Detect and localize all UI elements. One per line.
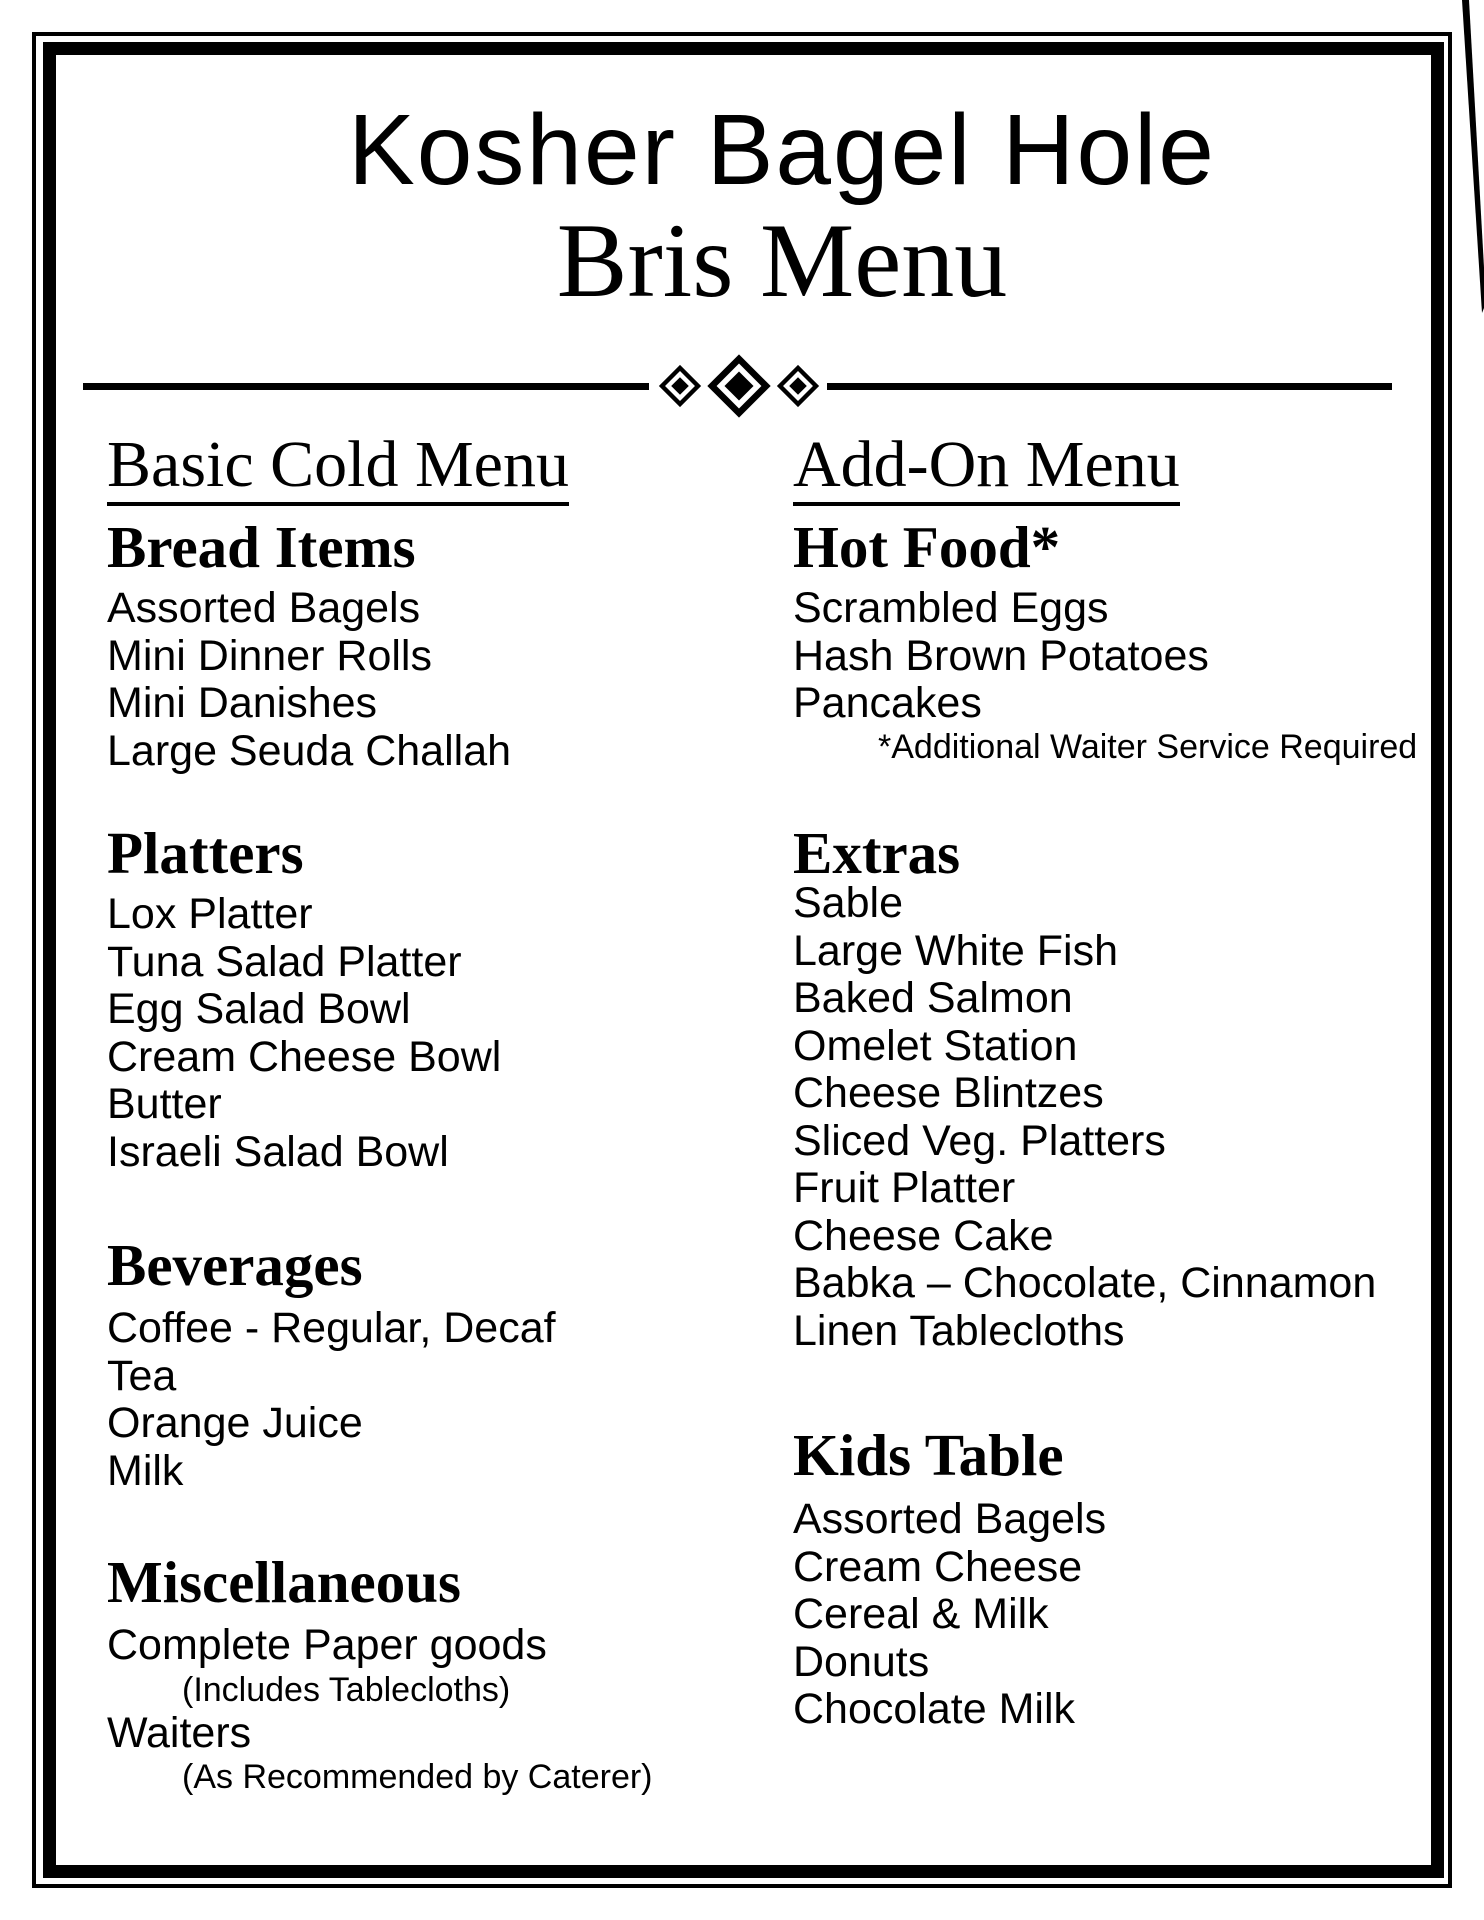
menu-item: Assorted Bagels	[107, 584, 421, 632]
column-heading-add-on-menu: Add-On Menu	[793, 432, 1180, 506]
section-title-extras: Extras	[793, 820, 961, 886]
menu-item: Mini Dinner Rolls	[107, 631, 432, 680]
menu-item: Scrambled Eggs	[793, 584, 1109, 632]
section-title-beverages: Beverages	[107, 1232, 363, 1298]
ornament-divider	[83, 348, 1392, 424]
beverages-list	[107, 1305, 556, 1495]
menu-item: Linen Tablecloths	[793, 1306, 1125, 1355]
menu-item: Assorted Bagels	[793, 1495, 1107, 1543]
bread-items-list	[107, 585, 511, 775]
diamond-ornament-icon	[706, 353, 772, 419]
menu-item: Coffee - Regular, Decaf	[107, 1304, 556, 1352]
menu-item: Waiters	[107, 1708, 252, 1757]
divider-rule-left	[83, 383, 649, 390]
menu-item: Large Seuda Challah	[107, 726, 512, 775]
section-title-hot-food: Hot Food*	[793, 514, 1061, 580]
menu-item: Tuna Salad Platter	[107, 937, 462, 986]
diamond-ornament-icon	[658, 364, 702, 408]
menu-item: Sable	[793, 879, 903, 927]
menu-item: Butter	[107, 1080, 222, 1128]
menu-item: Cream Cheese Bowl	[107, 1032, 502, 1081]
menu-item: Tea	[107, 1351, 177, 1400]
menu-item: Pancakes	[793, 679, 982, 727]
section-title-kids-table: Kids Table	[793, 1422, 1064, 1488]
menu-item: Sliced Veg. Platters	[793, 1116, 1166, 1165]
menu-item: Orange Juice	[107, 1399, 363, 1447]
menu-item: Donuts	[793, 1637, 930, 1686]
divider-rule-right	[827, 383, 1393, 390]
hot-food-list	[793, 585, 1209, 728]
extras-list	[793, 880, 1376, 1355]
menu-item: Milk	[107, 1446, 184, 1495]
menu-item: Lox Platter	[107, 890, 313, 938]
menu-item: Egg Salad Bowl	[107, 985, 411, 1033]
page-title: Kosher Bagel Hole	[348, 94, 1216, 206]
menu-item: Large White Fish	[793, 926, 1119, 975]
menu-item: Cheese Blintzes	[793, 1069, 1104, 1117]
column-heading-basic-cold-menu: Basic Cold Menu	[107, 432, 569, 506]
page-subtitle: Bris Menu	[556, 202, 1008, 319]
menu-item-note: (As Recommended by Caterer)	[182, 1758, 653, 1796]
menu-item: Babka – Chocolate, Cinnamon	[793, 1259, 1377, 1307]
menu-item: Complete Paper goods	[107, 1621, 547, 1669]
menu-item-note: (Includes Tablecloths)	[182, 1670, 511, 1709]
menu-item: Cheese Cake	[793, 1211, 1054, 1260]
section-title-miscellaneous: Miscellaneous	[107, 1549, 461, 1615]
kids-table-list	[793, 1496, 1106, 1734]
section-title-bread-items: Bread Items	[107, 514, 416, 580]
menu-item: Omelet Station	[793, 1021, 1078, 1070]
section-title-platters: Platters	[107, 820, 304, 886]
menu-item: Israeli Salad Bowl	[107, 1127, 449, 1176]
diamond-ornament-icon	[776, 364, 820, 408]
menu-item: Chocolate Milk	[793, 1685, 1075, 1733]
menu-item: Baked Salmon	[793, 974, 1073, 1022]
menu-item: Mini Danishes	[107, 679, 378, 727]
hot-food-footnote: *Additional Waiter Service Required	[878, 728, 1418, 766]
menu-item: Fruit Platter	[793, 1164, 1016, 1212]
menu-item: Hash Brown Potatoes	[793, 631, 1209, 680]
menu-item: Cream Cheese	[793, 1542, 1083, 1591]
platters-list	[107, 891, 501, 1176]
miscellaneous-list	[107, 1622, 653, 1797]
menu-item: Cereal & Milk	[793, 1590, 1049, 1638]
